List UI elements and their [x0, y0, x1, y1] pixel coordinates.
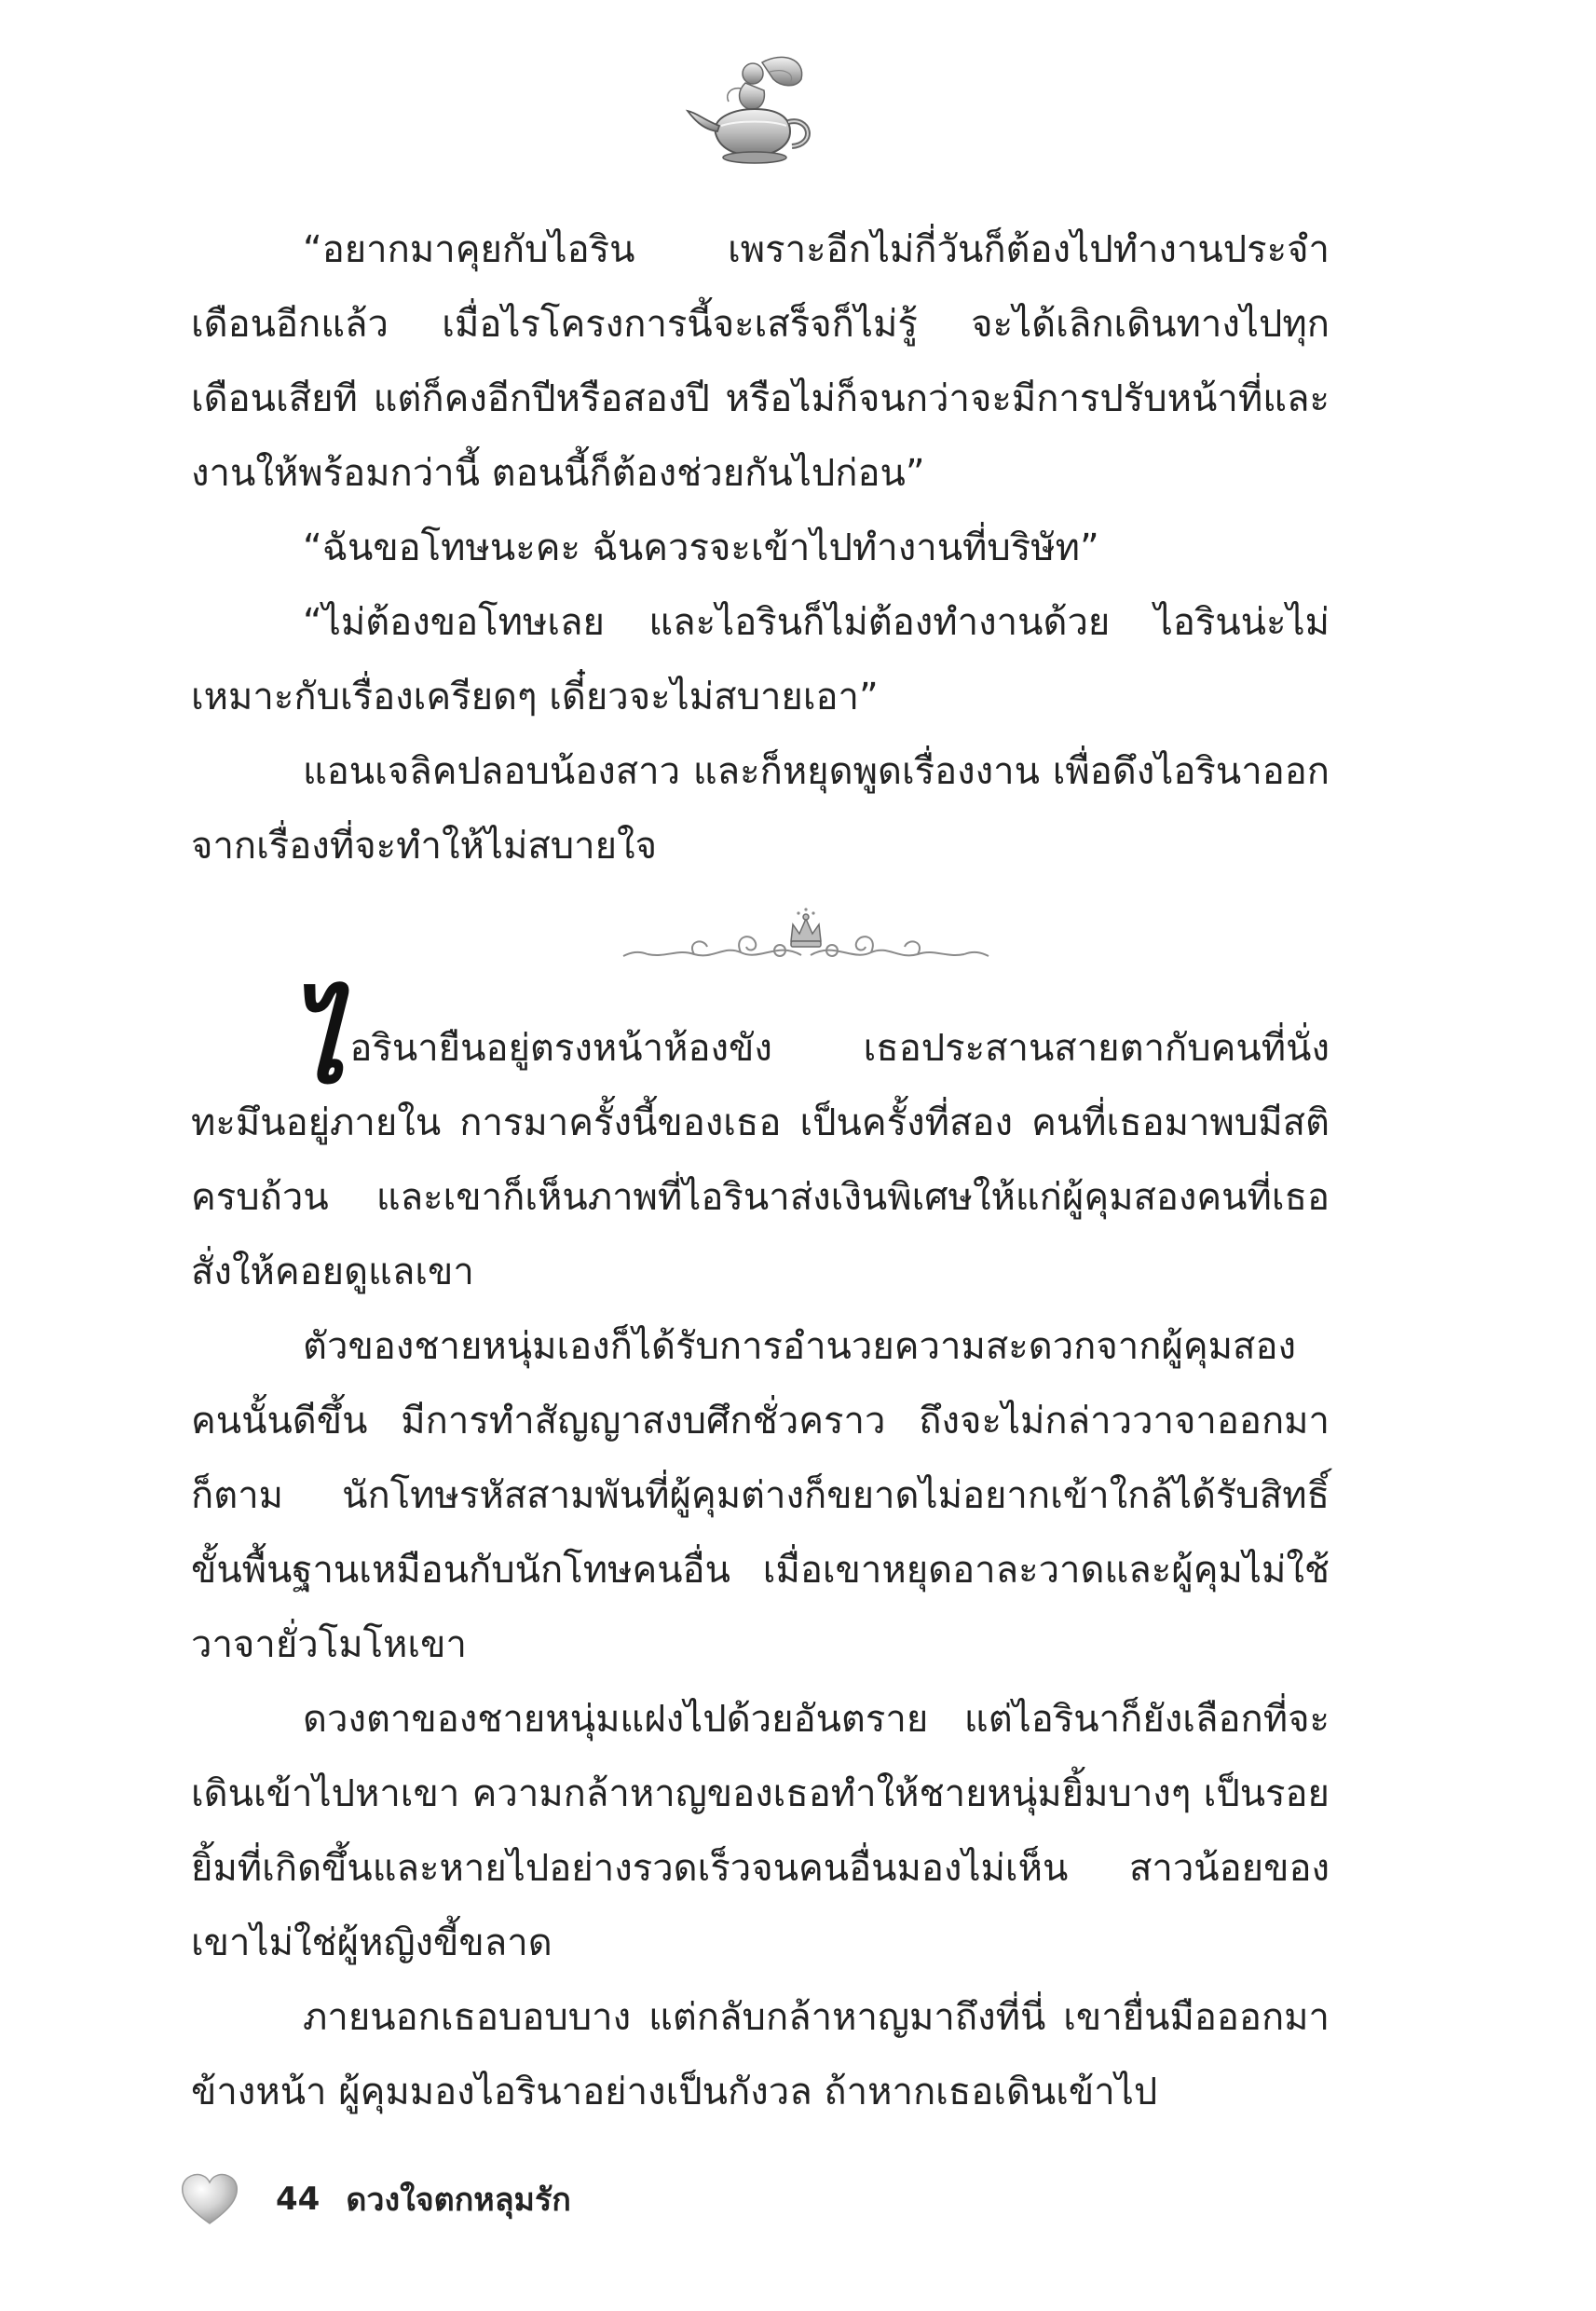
paragraph: ตัวของชายหนุ่มเองก็ได้รับการอำนวยความสะดวกจากผู้คุมสองคนนั้นดีขึ้น มีการทำสัญญาสงบศึกชั่วคราว ถึงจะไม่กล่าววาจาออกมาก็ตาม นักโทษรหัสสามพันที่ผู้คุมต่างก็ขยาดไม่อยากเข้าใกล้ได้รับสิทธิ์ขั้นพื้นฐานเหมือนกับนักโทษคนอื่น เมื่อเขาหยุดอาละวาดและผู้คุมไม่ใช้วาจายั่วโมโหเขา — [191, 1325, 1330, 1666]
first-paragraph — [191, 978, 1330, 1309]
drop-cap: ไ — [289, 978, 345, 1108]
page-footer — [179, 2167, 571, 2232]
page-number: 44 — [276, 2181, 321, 2218]
paragraph: “ไม่ต้องขอโทษเลย และไอรินก็ไม่ต้องทำงานด้วย ไอรินน่ะไม่เหมาะกับเรื่องเครียดๆ เดี๋ยวจะไม่สบายเอา” — [191, 601, 1330, 718]
paragraph: “อยากมาคุยกับไอริน เพราะอีกไม่กี่วันก็ต้องไปทำงานประจำเดือนอีกแล้ว เมื่อไรโครงการนี้จะเสร็จก็ไม่รู้ จะได้เลิกเดินทางไปทุกเดือนเสียที แต่ก็คงอีกปีหรือสองปี หรือไม่ก็จนกว่าจะมีการปรับหน้าที่และงานให้พร้อมกว่านี้ ตอนนี้ก็ต้องช่วยกันไปก่อน” — [191, 228, 1330, 495]
paragraph: อรินายืนอยู่ตรงหน้าห้องขัง เธอประสานสายตากับคนที่นั่งทะมึนอยู่ภายใน การมาครั้งนี้ของเธอ เป็นครั้งที่สอง คนที่เธอมาพบมีสติครบถ้วน และเขาก็เห็นภาพที่ไอรินาส่งเงินพิเศษให้แก่ผู้คุมสองคนที่เธอสั่งให้คอยดูแลเขา — [191, 1027, 1330, 1293]
paragraph: ดวงตาของชายหนุ่มแฝงไปด้วยอันตราย แต่ไอรินาก็ยังเลือกที่จะเดินเข้าไปหาเขา ความกล้าหาญของเธอทำให้ชายหนุ่มยิ้มบางๆ เป็นรอยยิ้มที่เกิดขึ้นและหายไปอย่างรวดเร็วจนคนอื่นมองไม่เห็น สาวน้อยของเขาไม่ใช่ผู้หญิงขี้ขลาด — [191, 1698, 1330, 1964]
section-1 — [191, 212, 1330, 883]
paragraph: แอนเจลิคปลอบน้องสาว และก็หยุดพูดเรื่องงาน เพื่อดึงไอรินาออกจากเรื่องที่จะทำให้ไม่สบายใจ — [191, 750, 1330, 868]
book-title: ดวงใจตกหลุมรัก — [346, 2181, 571, 2219]
section-2 — [191, 978, 1330, 2129]
cherub-teapot-icon — [680, 51, 829, 172]
heart-icon — [179, 2171, 240, 2227]
paragraph: “ฉันขอโทษนะคะ ฉันควรจะเข้าไปทำงานที่บริษัท” — [303, 526, 1099, 569]
crown-scroll-divider-icon — [620, 904, 992, 984]
paragraph: ภายนอกเธอบอบบาง แต่กลับกล้าหาญมาถึงที่นี่ เขายื่นมือออกมาข้างหน้า ผู้คุมมองไอรินาอย่างเป็นกังวล ถ้าหากเธอเดินเข้าไป — [191, 1996, 1330, 2113]
